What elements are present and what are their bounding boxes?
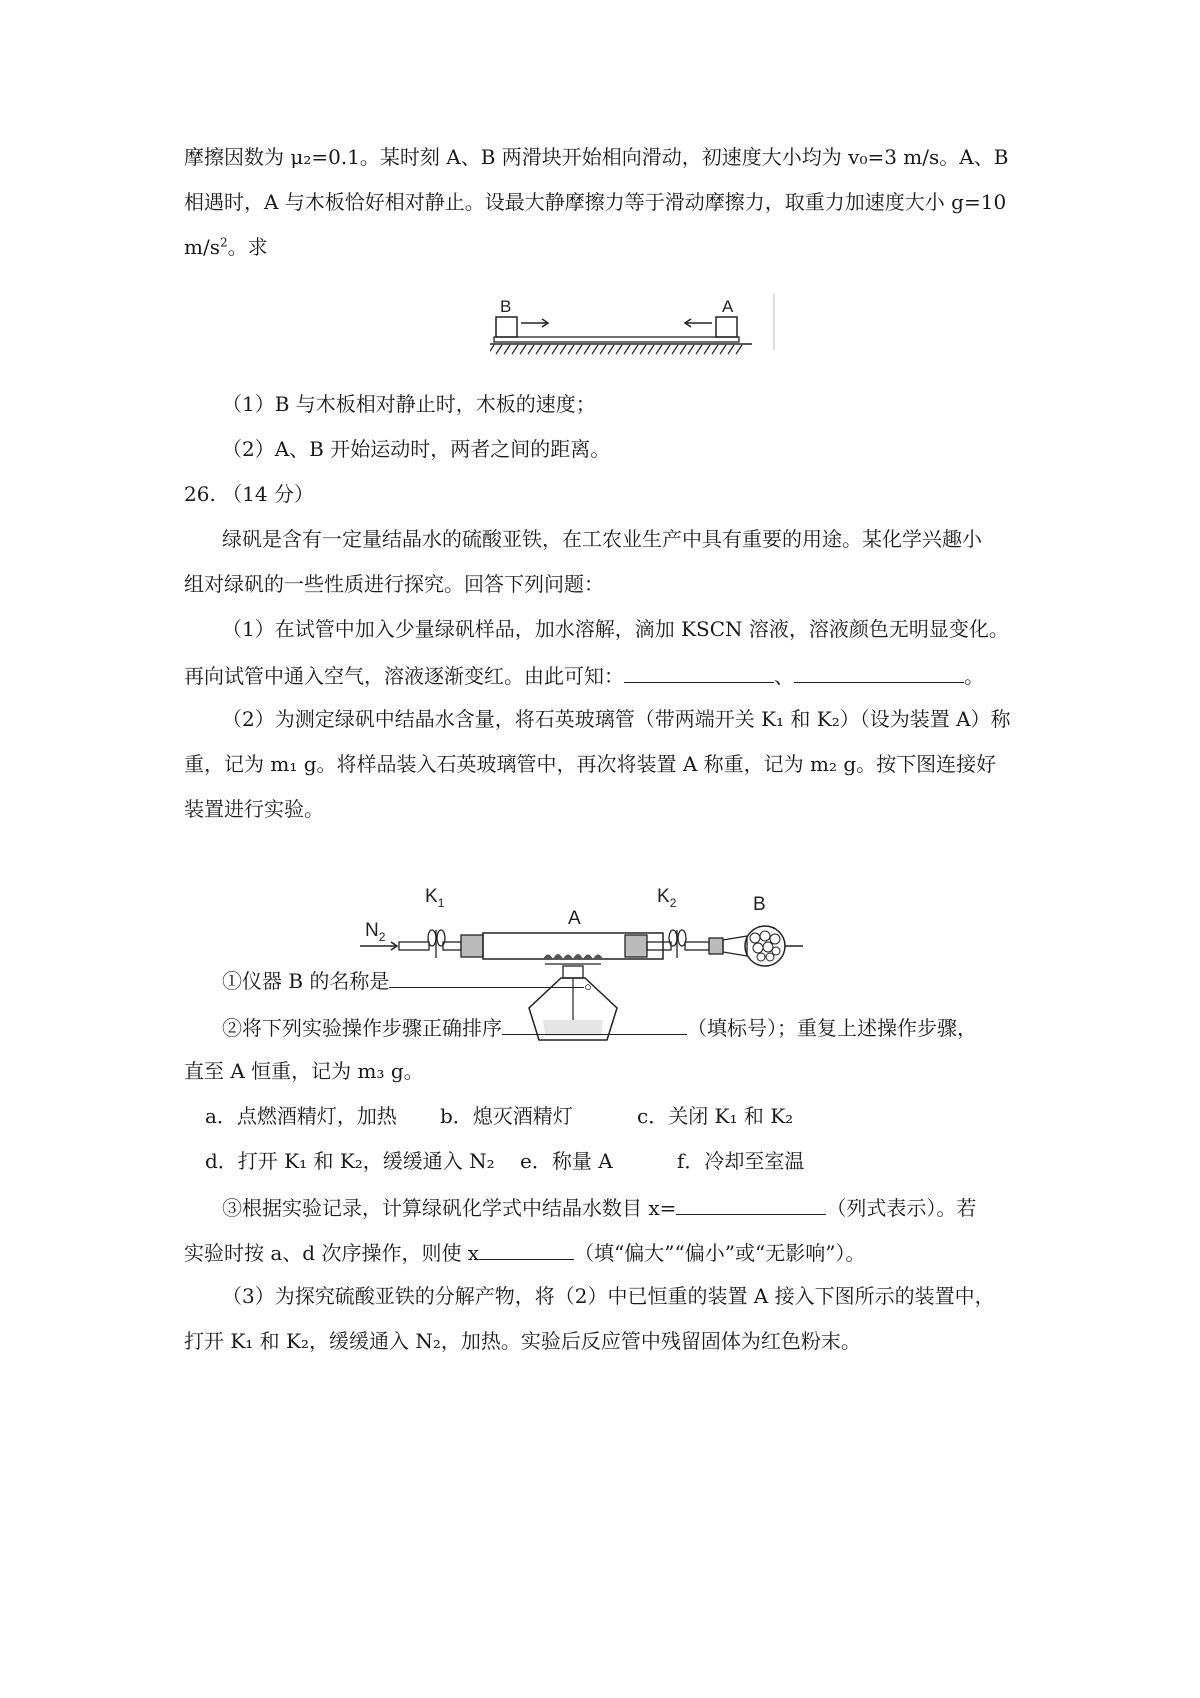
wooden-board bbox=[494, 337, 739, 342]
hatch-mark bbox=[616, 345, 622, 354]
k2-label: $K_2$ bbox=[657, 886, 677, 910]
figure1-label-a: A bbox=[722, 297, 734, 316]
answer-blank-effect[interactable] bbox=[479, 1237, 574, 1260]
q25-text-line-3: $m/s^2$。求 bbox=[184, 235, 268, 259]
q26-header: 26. （14 分） bbox=[184, 482, 314, 506]
figure1-label-b: B bbox=[500, 297, 512, 316]
hatch-mark bbox=[592, 345, 598, 354]
desiccant-granules bbox=[750, 931, 780, 961]
hatch-mark bbox=[672, 345, 678, 354]
device-b-label: B bbox=[753, 894, 766, 915]
q26-part2-line-2: 重，记为 m₁ g。将样品装入石英玻璃管中，再次将装置 A 称重，记为 m₂ g。按下图连接好 bbox=[184, 752, 997, 776]
hatch-mark bbox=[520, 345, 526, 354]
q26-question-3: ③根据实验记录，计算绿矾化学式中结晶水数目 x= （列式表示）。若 bbox=[222, 1192, 976, 1222]
q25-text-line-1: 摩擦因数为 μ₂=0.1。某时刻 A、B 两滑块开始相向滑动，初速度大小均为 v₀=3 m/s。A、B bbox=[184, 145, 1009, 169]
option-b: b．熄灭酒精灯 bbox=[440, 1104, 573, 1128]
hatch-mark bbox=[490, 345, 494, 354]
q26-question-1: ①仪器 B 的名称是 。 bbox=[222, 965, 604, 995]
hatch-mark bbox=[688, 345, 694, 354]
hatch-mark bbox=[504, 345, 510, 354]
n2-label: $N_2$ bbox=[365, 920, 386, 944]
q26-question-2-cont: 直至 A 恒重，记为 m₃ g。 bbox=[184, 1059, 424, 1083]
answer-blank-order[interactable] bbox=[502, 1012, 687, 1035]
drying-tube-b bbox=[745, 926, 785, 966]
q26-intro-line-1: 绿矾是含有一定量结晶水的硫酸亚铁，在工农业生产中具有重要的用途。某化学兴趣小 bbox=[222, 527, 982, 551]
q26-part1-line-1: （1）在试管中加入少量绿矾样品，加水溶解，滴加 KSCN 溶液，溶液颜色无明显变化。 bbox=[222, 617, 1009, 641]
hatch-mark bbox=[568, 345, 574, 354]
q25-text-line-2: 相遇时，A 与木板恰好相对静止。设最大静摩擦力等于滑动摩擦力，取重力加速度大小 g=10 bbox=[184, 190, 1007, 214]
block-b bbox=[496, 317, 517, 337]
hatch-mark bbox=[608, 345, 614, 354]
hatch-mark bbox=[536, 345, 542, 354]
hatch-mark bbox=[736, 345, 742, 354]
hatch-mark bbox=[656, 345, 662, 354]
hatch-mark bbox=[728, 345, 734, 354]
hatch-mark bbox=[632, 345, 638, 354]
hatch-mark bbox=[704, 345, 710, 354]
q26-part3-line-1: （3）为探究硫酸亚铁的分解产物，将（2）中已恒重的装置 A 接入下图所示的装置中， bbox=[222, 1284, 995, 1308]
hatch-mark bbox=[584, 345, 590, 354]
drying-tube-neck bbox=[723, 936, 747, 956]
slider-board-figure bbox=[490, 290, 780, 370]
option-a: a．点燃酒精灯，加热 bbox=[205, 1104, 397, 1128]
q26-question-3-cont: 实验时按 a、d 次序操作，则使 x （填“偏大”“偏小”或“无影响”）。 bbox=[184, 1237, 865, 1267]
hatch-mark bbox=[528, 345, 534, 354]
hatch-mark bbox=[512, 345, 518, 354]
left-stopper bbox=[461, 935, 483, 957]
q26-part2-line-1: （2）为测定绿矾中结晶水含量，将石英玻璃管（带两端开关 K₁ 和 K₂）（设为装置 A）称 bbox=[222, 707, 1011, 731]
hatch-mark bbox=[648, 345, 654, 354]
q26-part3-line-2: 打开 K₁ 和 K₂，缓缓通入 N₂，加热。实验后反应管中残留固体为红色粉末。 bbox=[184, 1329, 861, 1353]
option-e: e．称量 A bbox=[520, 1149, 613, 1173]
hatch-mark bbox=[576, 345, 582, 354]
hatch-mark bbox=[552, 345, 558, 354]
answer-blank-1[interactable] bbox=[624, 660, 774, 683]
hatch-mark bbox=[624, 345, 630, 354]
k1-label: $K_1$ bbox=[425, 886, 445, 910]
q26-part1-line-2: 再向试管中通入空气，溶液逐渐变红。由此可知： 、 。 bbox=[184, 660, 984, 690]
ground-hatching bbox=[490, 345, 742, 354]
answer-blank-instrument-b[interactable] bbox=[389, 965, 584, 988]
k1-clamp-icon bbox=[428, 930, 436, 946]
hatch-mark bbox=[544, 345, 550, 354]
hatch-mark bbox=[640, 345, 646, 354]
answer-blank-2[interactable] bbox=[794, 660, 964, 683]
q25-subquestion-2: （2）A、B 开始运动时，两者之间的距离。 bbox=[222, 437, 611, 461]
q25-subquestion-1: （1）B 与木板相对静止时，木板的速度； bbox=[222, 392, 596, 416]
option-c: c．关闭 K₁ 和 K₂ bbox=[637, 1104, 794, 1128]
hatch-mark bbox=[496, 345, 502, 354]
hatch-mark bbox=[720, 345, 726, 354]
inlet-tube bbox=[399, 942, 429, 950]
hatch-mark bbox=[680, 345, 686, 354]
q26-question-2: ②将下列实验操作步骤正确排序 （填标号）；重复上述操作步骤， bbox=[222, 1012, 977, 1042]
hatch-mark bbox=[560, 345, 566, 354]
option-d: d．打开 K₁ 和 K₂，缓缓通入 N₂ bbox=[205, 1149, 495, 1173]
hatch-mark bbox=[696, 345, 702, 354]
hatch-mark bbox=[712, 345, 718, 354]
hatch-mark bbox=[600, 345, 606, 354]
k2-clamp-icon bbox=[669, 930, 677, 946]
device-a-label: A bbox=[568, 908, 581, 929]
block-a bbox=[716, 317, 737, 337]
option-f: f．冷却至室温 bbox=[677, 1149, 805, 1173]
right-stopper bbox=[625, 935, 647, 957]
hatch-mark bbox=[664, 345, 670, 354]
q26-intro-line-2: 组对绿矾的一些性质进行探究。回答下列问题： bbox=[184, 572, 604, 596]
q26-part2-line-3: 装置进行实验。 bbox=[184, 797, 324, 821]
answer-blank-formula[interactable] bbox=[676, 1192, 826, 1215]
